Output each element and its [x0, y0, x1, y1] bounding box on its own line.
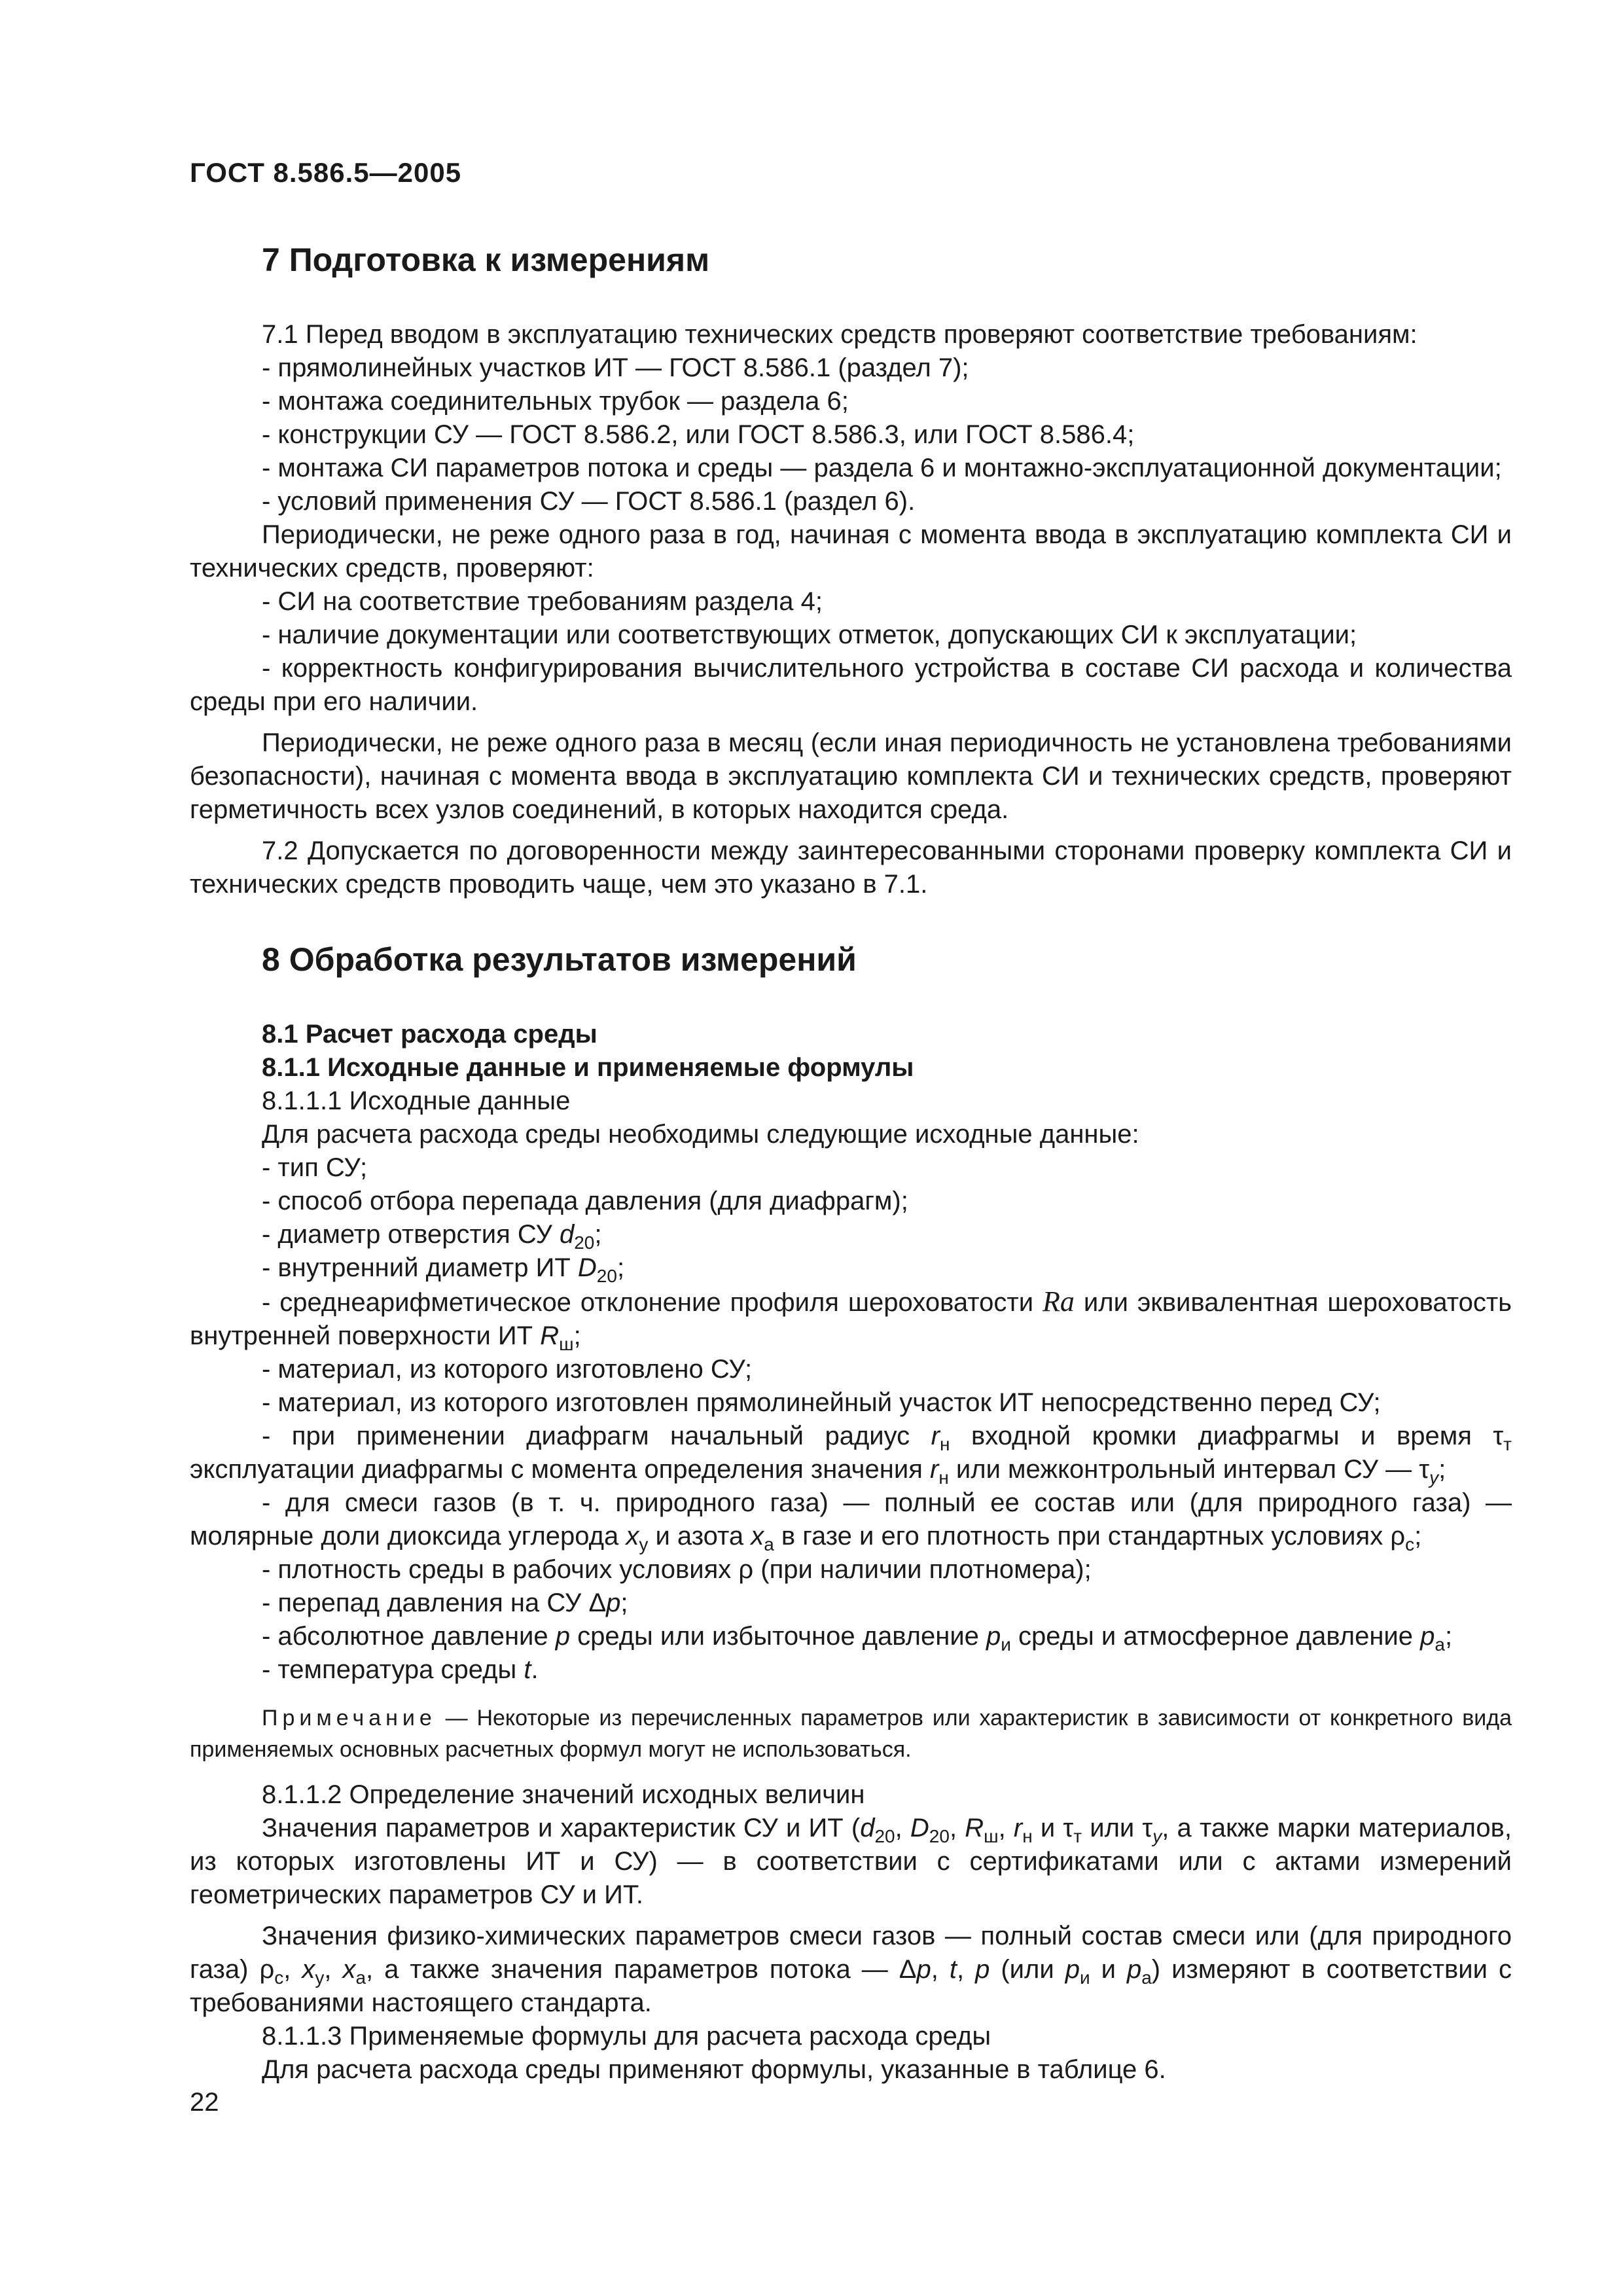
- paragraph: Для расчета расхода среды необходимы следующие исходные данные:: [262, 1120, 1139, 1149]
- para-7-2: 7.2 Допускается по договоренности между заинтересованными сторонами проверку комплекта СИ и технических средств проводить чаще, чем это указано в 7.1.: [190, 836, 1512, 899]
- paragraph: Значения параметров и характеристик СУ и ИТ ($d_{20}$, $D_{20}$, $R_ш$, $r_н$ и $\tau_т$ или $\tau_y$, а также марки материалов, из которых изготовлены ИТ и СУ) — в соответствии с сертификатами или с актами измерений геометрических параметров СУ и ИТ.: [190, 1814, 1512, 1909]
- list-item: - при применении диафрагм начальный радиус $r_н$ входной кромки диафрагмы и время $\tau_т$ эксплуатации диафрагмы с момента определения значения $r_н$ или межконтрольный интервал СУ — $\tau_y$;: [190, 1422, 1512, 1488]
- list-item: - корректность конфигурирования вычислительного устройства в составе СИ расхода и количества среды при его наличии.: [190, 654, 1512, 716]
- paragraph: Периодически, не реже одного раза в год, начиная с момента ввода в эксплуатацию комплекта СИ и технических средств, проверяют:: [190, 520, 1512, 583]
- list-item: - температура среды t.: [262, 1655, 539, 1684]
- note-label: Примечание: [262, 1706, 437, 1731]
- list-item: - среднеарифметическое отклонение профиля шероховатости Ra или эквивалентная шероховатость внутренней поверхности ИТ $R_ш$;: [190, 1285, 1512, 1354]
- list-item: - материал, из которого изготовлен прямолинейный участок ИТ непосредственно перед СУ;: [262, 1388, 1381, 1417]
- paragraph: Периодически, не реже одного раза в месяц (если иная периодичность не установлена требованиями безопасности), начиная с момента ввода в эксплуатацию комплекта СИ и технических средств, проверяют герметичность всех узлов соединений, в которых находится среда.: [190, 728, 1512, 824]
- list-item: - способ отбора перепада давления (для диафрагм);: [262, 1187, 908, 1215]
- note: Примечание — Некоторые из перечисленных параметров или характеристик в зависимости от конкретного вида применяемых основных расчетных формул могут не использоваться.: [190, 1706, 1512, 1762]
- list-item: - наличие документации или соответствующих отметок, допускающих СИ к эксплуатации;: [262, 620, 1357, 649]
- heading-8-1-1-2: 8.1.1.2 Определение значений исходных величин: [262, 1780, 865, 1809]
- list-item: - абсолютное давление p среды или избыточное давление $p_и$ среды и атмосферное давление $p_a$;: [262, 1622, 1453, 1655]
- heading-8-1: 8.1 Расчет расхода среды: [262, 1020, 597, 1049]
- list-item: - конструкции СУ — ГОСТ 8.586.2, или ГОСТ 8.586.3, или ГОСТ 8.586.4;: [262, 420, 1135, 449]
- paragraph: Для расчета расхода среды применяют формулы, указанные в таблице 6.: [262, 2055, 1166, 2084]
- list-item: - тип СУ;: [262, 1153, 368, 1182]
- section-8-title: 8 Обработка результатов измерений: [262, 941, 857, 978]
- para-7-1: 7.1 Перед вводом в эксплуатацию технических средств проверяют соответствие требованиям:: [262, 320, 1418, 349]
- list-item: - для смеси газов (в т. ч. природного газа) — полный ее состав или (для природного газа) — молярные доли диоксида углерода $x_y$ и азота $x_a$ в газе и его плотность при стандартных условиях $\rho_c$;: [190, 1488, 1512, 1554]
- heading-8-1-1-3: 8.1.1.3 Применяемые формулы для расчета расхода среды: [262, 2022, 991, 2051]
- list-item: - монтажа СИ параметров потока и среды — раздела 6 и монтажно-эксплуатационной документации;: [262, 454, 1502, 482]
- document-page: [190, 157, 1512, 2087]
- list-item: - СИ на соответствие требованиям раздела 4;: [262, 587, 823, 616]
- heading-8-1-1: 8.1.1 Исходные данные и применяемые формулы: [262, 1053, 914, 1082]
- document-code: ГОСТ 8.586.5—2005: [190, 157, 462, 188]
- list-item: - плотность среды в рабочих условиях ρ (при наличии плотномера);: [262, 1555, 1092, 1584]
- list-item: - внутренний диаметр ИТ $D_{20}$;: [262, 1253, 625, 1286]
- heading-8-1-1-1: 8.1.1.1 Исходные данные: [262, 1086, 571, 1115]
- list-item: - прямолинейных участков ИТ — ГОСТ 8.586.1 (раздел 7);: [262, 353, 969, 382]
- list-item: - условий применения СУ — ГОСТ 8.586.1 (раздел 6).: [262, 487, 916, 516]
- list-item: - материал, из которого изготовлено СУ;: [262, 1355, 753, 1384]
- list-item: - диаметр отверстия СУ $d_{20}$;: [262, 1220, 602, 1253]
- list-item: - перепад давления на СУ Δp;: [262, 1588, 628, 1617]
- paragraph: Значения физико-химических параметров смеси газов — полный состав смеси или (для природного газа) $\rho_c$, $x_y$, $x_a$, а также значения параметров потока — Δp, t, p (или $p_и$ и $p_a$) измеряют в соответствии с требованиями настоящего стандарта.: [190, 1922, 1512, 2017]
- list-item: - монтажа соединительных трубок — раздела 6;: [262, 387, 849, 416]
- page-number: 22: [190, 2088, 219, 2117]
- section-7-title: 7 Подготовка к измерениям: [262, 242, 710, 278]
